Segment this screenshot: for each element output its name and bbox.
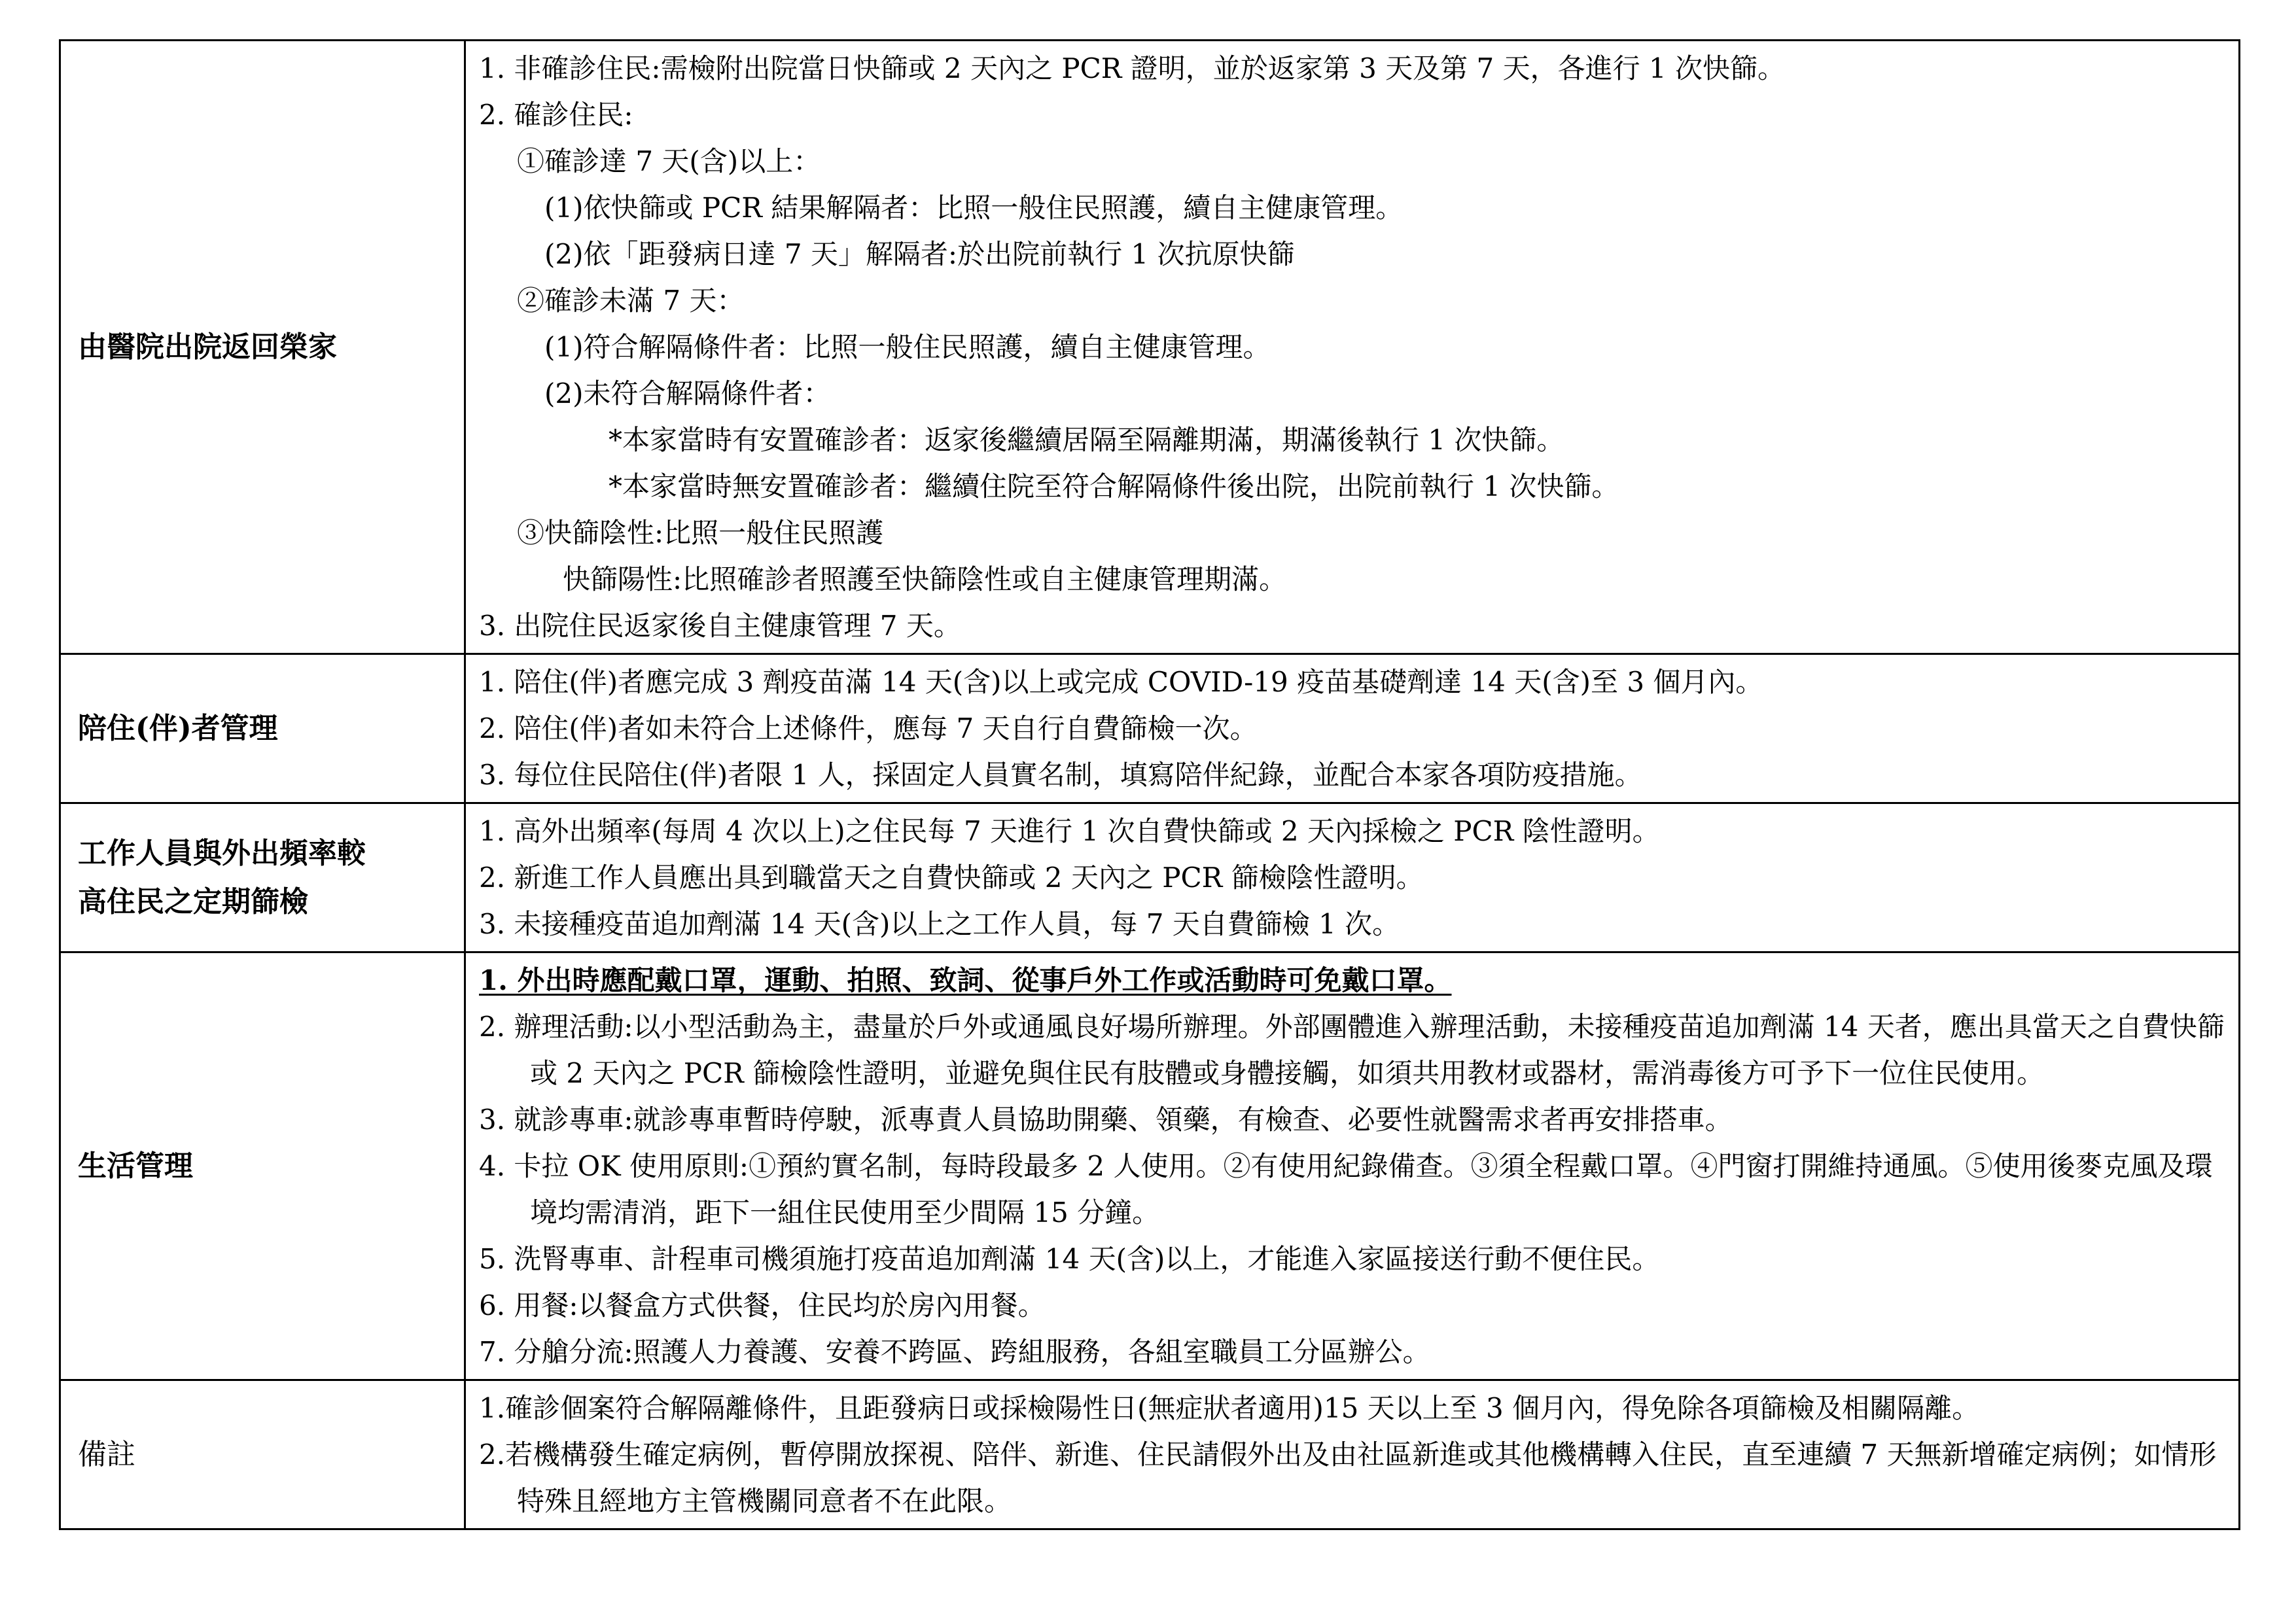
list-item: 4. 卡拉 OK 使用原則:①預約實名制，每時段最多 2 人使用。②有使用紀錄備查。③須全程戴口罩。④門窗打開維持通風。⑤使用後麥克風及環境均需清消，距下一組住民使用至少間隔 15 分鐘。 (479, 1150, 2213, 1229)
list-item: 快篩陽性:比照確診者照護至快篩陰性或自主健康管理期滿。 (563, 563, 1287, 595)
list-item: 2. 辦理活動:以小型活動為主，盡量於戶外或通風良好場所辦理。外部團體進入辦理活動，未接種疫苗追加劑滿 14 天者，應出具當天之自費快篩或 2 天內之 PCR 篩檢陰性證明，並避免與住民有肢體或身體接觸，如須共用教材或器材，需消毒後方可予下一位住民使用。 (479, 1011, 2225, 1089)
list-item: 6. 用餐:以餐盒方式供餐，住民均於房內用餐。 (479, 1289, 1046, 1321)
list-item: ②確診未滿 7 天： (517, 285, 745, 317)
list-item: 2. 陪住(伴)者如未符合上述條件，應每 7 天自行自費篩檢一次。 (479, 712, 1258, 744)
table-row-hospital-discharge (60, 41, 2240, 654)
list-item: ③快篩陰性:比照一般住民照護 (517, 517, 884, 549)
list-item: 3. 就診專車:就診專車暫時停駛，派專責人員協助開藥、領藥，有檢查、必要性就醫需求者再安排搭車。 (479, 1104, 1733, 1136)
row-label: 備註 (60, 1380, 465, 1529)
table-row-daily-life (60, 952, 2240, 1380)
list-item: 1.確診個案符合解隔離條件，且距發病日或採檢陽性日(無症狀者適用)15 天以上至 3 個月內，得免除各項篩檢及相關隔離。 (479, 1392, 1980, 1424)
policy-table (59, 39, 2240, 1530)
list-item: 2. 確診住民: (479, 99, 633, 131)
list-item: 1. 非確診住民:需檢附出院當日快篩或 2 天內之 PCR 證明，並於返家第 3 天及第 7 天，各進行 1 次快篩。 (479, 52, 1785, 84)
list-item: (1)依快篩或 PCR 結果解隔者：比照一般住民照護，續自主健康管理。 (544, 192, 1404, 224)
row-content (465, 654, 2240, 803)
row-content (465, 41, 2240, 654)
row-label: 陪住(伴)者管理 (60, 654, 465, 803)
table-row-screening (60, 803, 2240, 952)
row-label: 生活管理 (60, 952, 465, 1380)
list-item: 2.若機構發生確定病例，暫停開放探視、陪伴、新進、住民請假外出及由社區新進或其他機構轉入住民，直至連續 7 天無新增確定病例；如情形特殊且經地方主管機關同意者不在此限。 (479, 1439, 2217, 1517)
list-item: 5. 洗腎專車、計程車司機須施打疫苗追加劑滿 14 天(含)以上，才能進入家區接送行動不便住民。 (479, 1243, 1660, 1275)
list-item: 3. 未接種疫苗追加劑滿 14 天(含)以上之工作人員，每 7 天自費篩檢 1 次。 (479, 908, 1400, 940)
list-item: *本家當時無安置確診者：繼續住院至符合解隔條件後出院，出院前執行 1 次快篩。 (609, 470, 1619, 502)
table-row-remarks (60, 1380, 2240, 1529)
table-row-companion (60, 654, 2240, 803)
list-item: 3. 出院住民返家後自主健康管理 7 天。 (479, 610, 961, 642)
list-item: (2)未符合解隔條件者： (544, 377, 831, 410)
list-item: *本家當時有安置確診者：返家後繼續居隔至隔離期滿，期滿後執行 1 次快篩。 (609, 424, 1564, 456)
row-label: 由醫院出院返回榮家 (60, 41, 465, 654)
row-content (465, 952, 2240, 1380)
list-item: 1. 陪住(伴)者應完成 3 劑疫苗滿 14 天(含)以上或完成 COVID-19 疫苗基礎劑達 14 天(含)至 3 個月內。 (479, 666, 1763, 698)
list-item: 1. 高外出頻率(每周 4 次以上)之住民每 7 天進行 1 次自費快篩或 2 天內採檢之 PCR 陰性證明。 (479, 815, 1660, 847)
row-label-line: 高住民之定期篩檢 (78, 884, 308, 918)
list-item: 7. 分艙分流:照護人力養護、安養不跨區、跨組服務，各組室職員工分區辦公。 (479, 1336, 1430, 1368)
row-content (465, 1380, 2240, 1529)
list-item-emphasis: 1. 外出時應配戴口罩，運動、拍照、致詞、從事戶外工作或活動時可免戴口罩。 (479, 964, 1452, 996)
list-item: 3. 每位住民陪住(伴)者限 1 人，採固定人員實名制，填寫陪伴紀錄，並配合本家各項防疫措施。 (479, 759, 1642, 791)
list-item: ①確診達 7 天(含)以上： (517, 145, 821, 177)
row-content (465, 803, 2240, 952)
list-item: (1)符合解隔條件者：比照一般住民照護，續自主健康管理。 (544, 331, 1271, 363)
row-label-line: 工作人員與外出頻率較 (78, 836, 366, 870)
list-item: 2. 新進工作人員應出具到職當天之自費快篩或 2 天內之 PCR 篩檢陰性證明。 (479, 862, 1424, 894)
list-item: (2)依「距發病日達 7 天」解隔者:於出院前執行 1 次抗原快篩 (544, 238, 1295, 270)
document-page (59, 39, 2240, 1530)
row-label (60, 803, 465, 952)
